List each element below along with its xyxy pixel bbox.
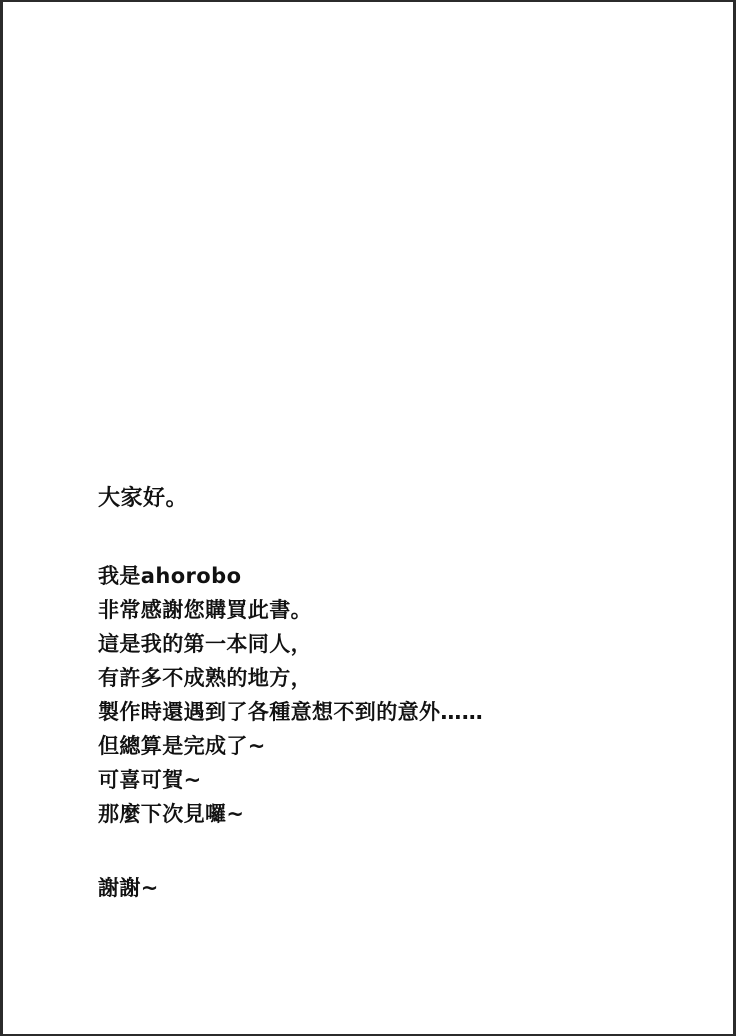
afterword-line: 非常感謝您購買此書。: [98, 598, 312, 623]
afterword-line: 有許多不成熟的地方，: [98, 666, 312, 691]
afterword-line: 我是ahorobo: [98, 564, 242, 588]
closing-line: 謝謝~: [98, 876, 159, 901]
afterword-line: 可喜可賀~: [98, 768, 202, 793]
afterword-line: 那麼下次見囉~: [98, 802, 245, 827]
greeting-line: 大家好。: [98, 486, 189, 511]
afterword-line: 這是我的第一本同人，: [98, 632, 312, 657]
afterword-text-block: [98, 482, 658, 905]
afterword-line: 但總算是完成了~: [98, 734, 266, 759]
afterword-line: 製作時還遇到了各種意想不到的意外……: [98, 700, 484, 725]
afterword-body: [98, 559, 658, 831]
